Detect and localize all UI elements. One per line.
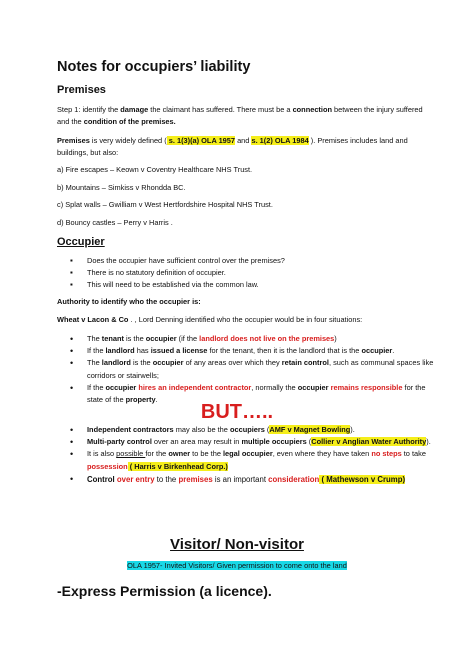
page-title: Notes for occupiers’ liability: [57, 59, 251, 75]
list-item: ▪ Does the occupier have sufficient control over the premises?: [57, 255, 434, 267]
premises-definition: Premises is very widely defined ( s. 1(3)(a) OLA 1957 and s. 1(2) OLA 1984 ). Premises includes land and buildings, but also:: [57, 136, 408, 158]
step1-paragraph: Step 1: identify the damage the claimant has suffered. There must be a connection between the injury suffered and the condition of the premises.: [57, 105, 423, 127]
list-item: • Independent contractors may also be the occupiers (AMF v Magnet Bowling).: [57, 424, 434, 436]
occupier-heading: Occupier: [57, 236, 105, 248]
premises-heading: Premises: [57, 84, 106, 96]
list-item: • It is also possible for the owner to be the legal occupier, even where they have taken no steps to take possession ( Harris v Birkenhead Corp.): [57, 448, 434, 472]
list-item: ▪ This will need to be established via the common law.: [57, 279, 434, 291]
example-mountains: b) Mountains – Simkiss v Rhondda BC.: [57, 183, 186, 192]
list-item: • Multi-party control over an area may result in multiple occupiers (Collier v Anglian Water Authority).: [57, 436, 434, 448]
ola-line: OLA 1957- Invited Visitors/ Given permission to come onto the land: [127, 561, 347, 570]
list-item: • Control over entry to the premises is an important consideration ( Mathewson v Crump): [57, 473, 434, 487]
but-list: [57, 424, 434, 486]
visitor-heading: Visitor/ Non-visitor: [170, 536, 304, 553]
occupier-list: [57, 255, 434, 292]
list-item: • The tenant is the occupier (if the landlord does not live on the premises): [57, 333, 434, 345]
situations-list: [57, 333, 434, 406]
example-bouncy-castles: d) Bouncy castles – Perry v Harris .: [57, 218, 173, 227]
wheat-paragraph: Wheat v Lacon & Co . , Lord Denning identified who the occupier would be in four situations:: [57, 315, 363, 324]
list-item: • The landlord is the occupier of any areas over which they retain control, such as communal spaces like corridors or stairwells;: [57, 357, 434, 381]
but-heading: BUT…..: [200, 401, 274, 423]
example-splat-walls: c) Splat walls – Gwilliam v West Hertfordshire Hospital NHS Trust.: [57, 200, 273, 209]
express-permission-heading: -Express Permission (a licence).: [57, 583, 272, 599]
list-item: • If the landlord has issued a license for the tenant, then it is the landlord that is the occupier.: [57, 345, 434, 357]
authority-heading: Authority to identify who the occupier is:: [57, 297, 201, 306]
list-item: ▪ There is no statutory definition of occupier.: [57, 267, 434, 279]
list-item: • If the occupier hires an independent contractor, normally the occupier remains responsible for the state of the property.: [57, 382, 434, 406]
example-fire-escapes: a) Fire escapes – Keown v Coventry Healthcare NHS Trust.: [57, 165, 253, 174]
